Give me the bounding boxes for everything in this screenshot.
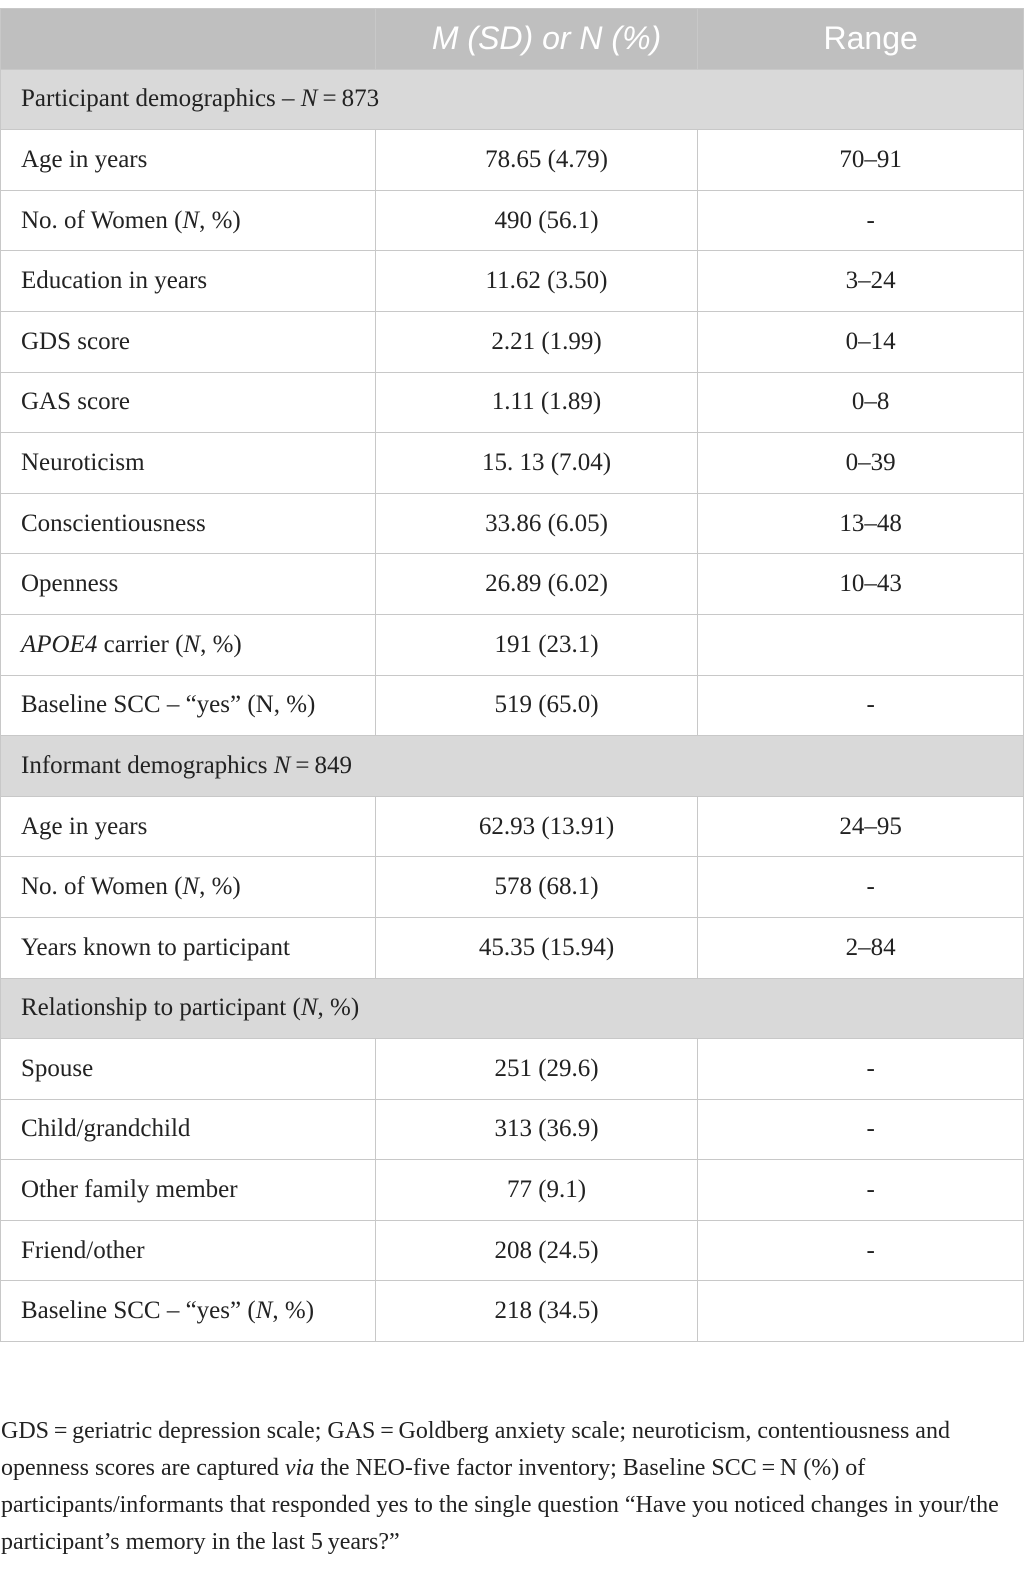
table-row <box>1 1281 1024 1342</box>
row-value: 218 (34.5) <box>375 1281 698 1342</box>
table-row <box>1 796 1024 857</box>
row-value: 33.86 (6.05) <box>375 493 698 554</box>
table-row <box>1 251 1024 312</box>
row-value: 519 (65.0) <box>375 675 698 736</box>
row-value: 11.62 (3.50) <box>375 251 698 312</box>
row-range: - <box>698 857 1024 918</box>
table-row <box>1 1099 1024 1160</box>
header-row <box>1 9 1024 70</box>
row-label: Friend/other <box>1 1220 376 1281</box>
table-row <box>1 917 1024 978</box>
row-range <box>698 1281 1024 1342</box>
row-label: No. of Women (N, %) <box>1 190 376 251</box>
row-label: Age in years <box>1 130 376 191</box>
row-value: 191 (23.1) <box>375 614 698 675</box>
section-relationship: Relationship to participant (N, %) <box>1 978 1024 1039</box>
row-range <box>698 614 1024 675</box>
row-label: Education in years <box>1 251 376 312</box>
row-label: Years known to participant <box>1 917 376 978</box>
section-informant: Informant demographics N = 849 <box>1 736 1024 797</box>
table-row <box>1 1220 1024 1281</box>
row-value: 26.89 (6.02) <box>375 554 698 615</box>
row-value: 77 (9.1) <box>375 1160 698 1221</box>
table-row <box>1 554 1024 615</box>
row-range: 0–39 <box>698 433 1024 494</box>
table-row <box>1 190 1024 251</box>
header-mean-col: M (SD) or N (%) <box>375 9 698 70</box>
table-row <box>1 493 1024 554</box>
row-label: Child/grandchild <box>1 1099 376 1160</box>
row-range: - <box>698 190 1024 251</box>
table-row <box>1 675 1024 736</box>
row-value: 313 (36.9) <box>375 1099 698 1160</box>
row-range: 0–8 <box>698 372 1024 433</box>
table-row <box>1 614 1024 675</box>
row-value: 2.21 (1.99) <box>375 311 698 372</box>
row-range: - <box>698 1039 1024 1100</box>
row-range: - <box>698 1160 1024 1221</box>
row-label: Other family member <box>1 1160 376 1221</box>
row-label: Neuroticism <box>1 433 376 494</box>
row-range: 70–91 <box>698 130 1024 191</box>
header-range-col: Range <box>698 9 1024 70</box>
row-label: GAS score <box>1 372 376 433</box>
row-range: - <box>698 675 1024 736</box>
table-row <box>1 311 1024 372</box>
row-range: 13–48 <box>698 493 1024 554</box>
table-row <box>1 857 1024 918</box>
row-value: 62.93 (13.91) <box>375 796 698 857</box>
row-label: Age in years <box>1 796 376 857</box>
row-label: Baseline SCC – “yes” (N, %) <box>1 1281 376 1342</box>
row-label: Baseline SCC – “yes” (N, %) <box>1 675 376 736</box>
row-value: 490 (56.1) <box>375 190 698 251</box>
row-label: Conscientiousness <box>1 493 376 554</box>
row-range: 10–43 <box>698 554 1024 615</box>
row-label: No. of Women (N, %) <box>1 857 376 918</box>
row-value: 578 (68.1) <box>375 857 698 918</box>
row-value: 45.35 (15.94) <box>375 917 698 978</box>
row-label: Openness <box>1 554 376 615</box>
row-range: 24–95 <box>698 796 1024 857</box>
row-value: 78.65 (4.79) <box>375 130 698 191</box>
table-row <box>1 372 1024 433</box>
table-row <box>1 1160 1024 1221</box>
row-label: APOE4 carrier (N, %) <box>1 614 376 675</box>
row-range: 2–84 <box>698 917 1024 978</box>
row-range: - <box>698 1099 1024 1160</box>
row-label: GDS score <box>1 311 376 372</box>
row-range: 3–24 <box>698 251 1024 312</box>
section-participant: Participant demographics – N = 873 <box>1 69 1024 130</box>
demographics-table <box>0 8 1024 1342</box>
section-row <box>1 736 1024 797</box>
row-value: 251 (29.6) <box>375 1039 698 1100</box>
row-value: 15. 13 (7.04) <box>375 433 698 494</box>
header-label-col <box>1 9 376 70</box>
row-value: 1.11 (1.89) <box>375 372 698 433</box>
section-row <box>1 69 1024 130</box>
table-row <box>1 433 1024 494</box>
row-label: Spouse <box>1 1039 376 1100</box>
row-range: 0–14 <box>698 311 1024 372</box>
table-footnote: GDS = geriatric depression scale; GAS = Goldberg anxiety scale; neuroticism, contentiousness and openness scores are captured via the NEO-five factor inventory; Baseline SCC = N (%) of participants/informants that responded yes to the single question “Have you noticed changes in your/the participant’s memory in the last 5 years?” <box>1 1418 999 1555</box>
row-value: 208 (24.5) <box>375 1220 698 1281</box>
table-row <box>1 130 1024 191</box>
table-row <box>1 1039 1024 1100</box>
section-row <box>1 978 1024 1039</box>
row-range: - <box>698 1220 1024 1281</box>
